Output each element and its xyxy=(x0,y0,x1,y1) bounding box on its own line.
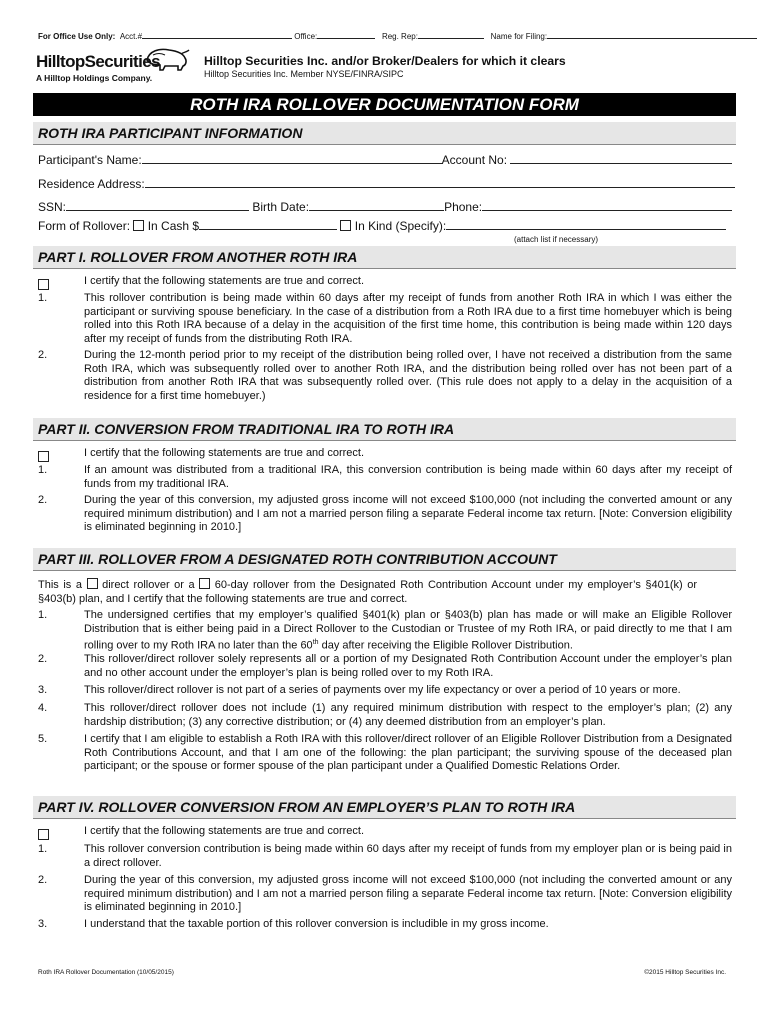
ssn-row xyxy=(38,199,732,214)
part2-certify: I certify that the following statements are true and correct. xyxy=(84,447,365,459)
in-kind-checkbox[interactable] xyxy=(340,220,351,231)
logo-subtitle: A Hilltop Holdings Company. xyxy=(36,73,153,83)
in-kind-label: In Kind (Specify): xyxy=(354,219,447,233)
logo-wordmark: HilltopSecurities xyxy=(36,52,160,71)
part1-heading: PART I. ROLLOVER FROM ANOTHER ROTH IRA xyxy=(38,249,358,265)
direct-rollover-checkbox[interactable] xyxy=(87,578,98,589)
acct-label: Acct.# xyxy=(119,32,143,41)
part3-item-number: 1. xyxy=(38,609,48,621)
participant-name-label: Participant's Name: xyxy=(38,153,142,167)
birth-label: Birth Date: xyxy=(252,200,310,214)
in-cash-checkbox[interactable] xyxy=(133,220,144,231)
part3-item1-a: The undersigned certifies that my employer’s qualified §401(k) plan or §403(b) plan has made or will make an Eligible Rollover Distribution that is either being paid in a Direct Rollover to the Custodian or Trustee of my Roth IRA, or paid directly to me that I am rolling over to my Roth IRA no later than the 60 xyxy=(84,609,732,652)
in-cash-label: In Cash $ xyxy=(147,219,200,233)
rep-field[interactable] xyxy=(418,30,484,39)
part3-intro xyxy=(38,578,732,606)
account-label: Account No: xyxy=(441,153,508,167)
page-title: ROTH IRA ROLLOVER DOCUMENTATION FORM xyxy=(190,95,579,114)
part3-item-number: 5. xyxy=(38,733,48,745)
part3-item-number: 2. xyxy=(38,653,48,665)
part3-item1 xyxy=(84,609,732,653)
part3-heading: PART III. ROLLOVER FROM A DESIGNATED ROTH CONTRIBUTION ACCOUNT xyxy=(38,551,557,567)
birth-field[interactable] xyxy=(309,199,444,211)
part4-item-text: During the year of this conversion, my adjusted gross income will not exceed $100,000 (not including the converted amount or any required minimum distribution) and I am not a married person filing a separate Federal income tax return. [Note: Conversion eligibility is eliminated beginning in 2010.] xyxy=(84,874,732,914)
participant-heading: ROTH IRA PARTICIPANT INFORMATION xyxy=(38,125,303,141)
part2-heading: PART II. CONVERSION FROM TRADITIONAL IRA TO ROTH IRA xyxy=(38,421,455,437)
part4-certify: I certify that the following statements are true and correct. xyxy=(84,825,365,837)
rep-label: Reg. Rep: xyxy=(381,32,418,41)
part3-item-text: I certify that I am eligible to establish a Roth IRA with this rollover/direct rollover of an Eligible Rollover Distribution from a Designated Roth Contributions Account, and that I am one of the following: the plan participant; the surviving spouse of the deceased plan participant; or the spouse or former spouse of the plan participant under a Qualified Domestic Relations Order. xyxy=(84,733,732,773)
part2-item-number: 2. xyxy=(38,494,48,506)
part3-item-number: 4. xyxy=(38,702,48,714)
part3-intro-a: This is a xyxy=(38,579,82,591)
address-row xyxy=(38,176,735,191)
company-logo xyxy=(36,52,160,83)
company-member: Hilltop Securities Inc. Member NYSE/FINRA/SIPC xyxy=(204,69,404,79)
part2-item-number: 1. xyxy=(38,464,48,476)
in-kind-field[interactable] xyxy=(446,218,726,230)
part3-heading-bar xyxy=(33,548,736,571)
buffalo-icon xyxy=(143,46,191,72)
office-use-row xyxy=(38,30,757,41)
part4-item-text: This rollover conversion contribution is being made within 60 days after my receipt of funds from my employer plan or is being paid in a direct rollover. xyxy=(84,843,732,869)
part4-heading-bar xyxy=(33,796,736,819)
part4-item-text: I understand that the taxable portion of this rollover conversion is includible in my gross income. xyxy=(84,918,549,930)
office-label: Office: xyxy=(294,32,318,41)
address-field[interactable] xyxy=(145,176,735,188)
part4-item-number: 1. xyxy=(38,843,48,855)
account-field[interactable] xyxy=(510,152,732,164)
part3-item1-b: day after receiving the Eligible Rollover Distribution. xyxy=(318,639,573,652)
address-label: Residence Address: xyxy=(38,177,145,191)
phone-label: Phone: xyxy=(444,200,483,214)
part3-item1-sup: th xyxy=(312,639,319,647)
phone-field[interactable] xyxy=(482,199,732,211)
in-cash-amount-field[interactable] xyxy=(199,218,337,230)
ssn-field[interactable] xyxy=(66,199,249,211)
name-filing-field[interactable] xyxy=(547,30,757,39)
part2-item-text: During the year of this conversion, my adjusted gross income will not exceed $100,000 (not including the converted amount or any required minimum distribution) and I am not a married person filing a separate Federal income tax return. [Note: Conversion eligibility is eliminated beginning in 2010.] xyxy=(84,494,732,534)
attach-note: (attach list if necessary) xyxy=(514,235,599,244)
part3-intro-b: direct rollover or a xyxy=(102,579,195,591)
footer-right: ©2015 Hilltop Securities Inc. xyxy=(644,969,726,976)
footer-left: Roth IRA Rollover Documentation (10/05/2015) xyxy=(38,969,174,976)
part4-checkbox[interactable] xyxy=(38,826,49,844)
part3-item-text: This rollover/direct rollover does not include (1) any required minimum distribution with respect to the employer’s plan; (2) any hardship distribution; (3) any corrective distribution; or (4) any deemed distribution from an employer’s plan. xyxy=(84,702,732,728)
part1-item-number: 2. xyxy=(38,349,48,361)
title-bar xyxy=(33,93,736,116)
part3-intro-d: §403(b) plan, and I certify that the following statements are true and correct. xyxy=(38,592,408,605)
part2-heading-bar xyxy=(33,418,736,441)
participant-name-field[interactable] xyxy=(142,152,442,164)
name-filing-label: Name for Filing: xyxy=(490,32,548,41)
part3-intro-c: 60-day rollover from the Designated Roth Contribution Account under my employer’s §401(k) or xyxy=(214,579,698,591)
part3-item-text: This rollover/direct rollover solely represents all or a portion of my Designated Roth Contribution Account under the employer’s plan and no other account under the employer’s plan is being rolled over to my Roth IRA. xyxy=(84,653,732,679)
participant-heading-bar xyxy=(33,122,736,145)
part4-item-number: 3. xyxy=(38,918,48,930)
part1-item-number: 1. xyxy=(38,292,48,304)
form-of-rollover-row xyxy=(38,218,726,233)
part1-heading-bar xyxy=(33,246,736,269)
sixty-day-rollover-checkbox[interactable] xyxy=(199,578,210,589)
part3-item-number: 3. xyxy=(38,684,48,696)
ssn-label: SSN: xyxy=(38,200,67,214)
office-field[interactable] xyxy=(317,30,375,39)
acct-field[interactable] xyxy=(142,30,292,39)
part1-item-text: During the 12-month period prior to my receipt of the distribution being rolled over, I have not received a distribution from the same Roth IRA, which was subsequently rolled over to another Roth IRA, and the distribution being rolled over has not been part of a distribution from another Roth IRA that was subsequently rolled over. (This rule does not apply to a delay in the acquisition of a residence for a first time homebuyer.) xyxy=(84,349,732,402)
part1-item-text: This rollover contribution is being made within 60 days after my receipt of funds from another Roth IRA in which I was either the participant or surviving spouse beneficiary. In the case of a distribution from a Roth IRA due to a first time homebuyer which is being rolled into this Roth IRA because of a delay in the acquisition of the first time home, this contribution is being made within 120 days after my receipt of funds from the distributing Roth IRA. xyxy=(84,292,732,345)
part4-item-number: 2. xyxy=(38,874,48,886)
part1-certify: I certify that the following statements are true and correct. xyxy=(84,275,365,287)
company-name: Hilltop Securities Inc. and/or Broker/Dealers for which it clears xyxy=(204,54,566,68)
office-use-label: For Office Use Only: xyxy=(38,32,116,41)
part4-heading: PART IV. ROLLOVER CONVERSION FROM AN EMPLOYER’S PLAN TO ROTH IRA xyxy=(38,799,576,815)
part2-item-text: If an amount was distributed from a traditional IRA, this conversion contribution is being made within 60 days after my receipt of funds from my traditional IRA. xyxy=(84,464,732,490)
participant-name-row xyxy=(38,152,732,167)
part3-item-text: This rollover/direct rollover is not part of a series of payments over my life expectancy or over a period of 10 years or more. xyxy=(84,684,681,696)
form-of-rollover-label: Form of Rollover: xyxy=(38,219,131,233)
